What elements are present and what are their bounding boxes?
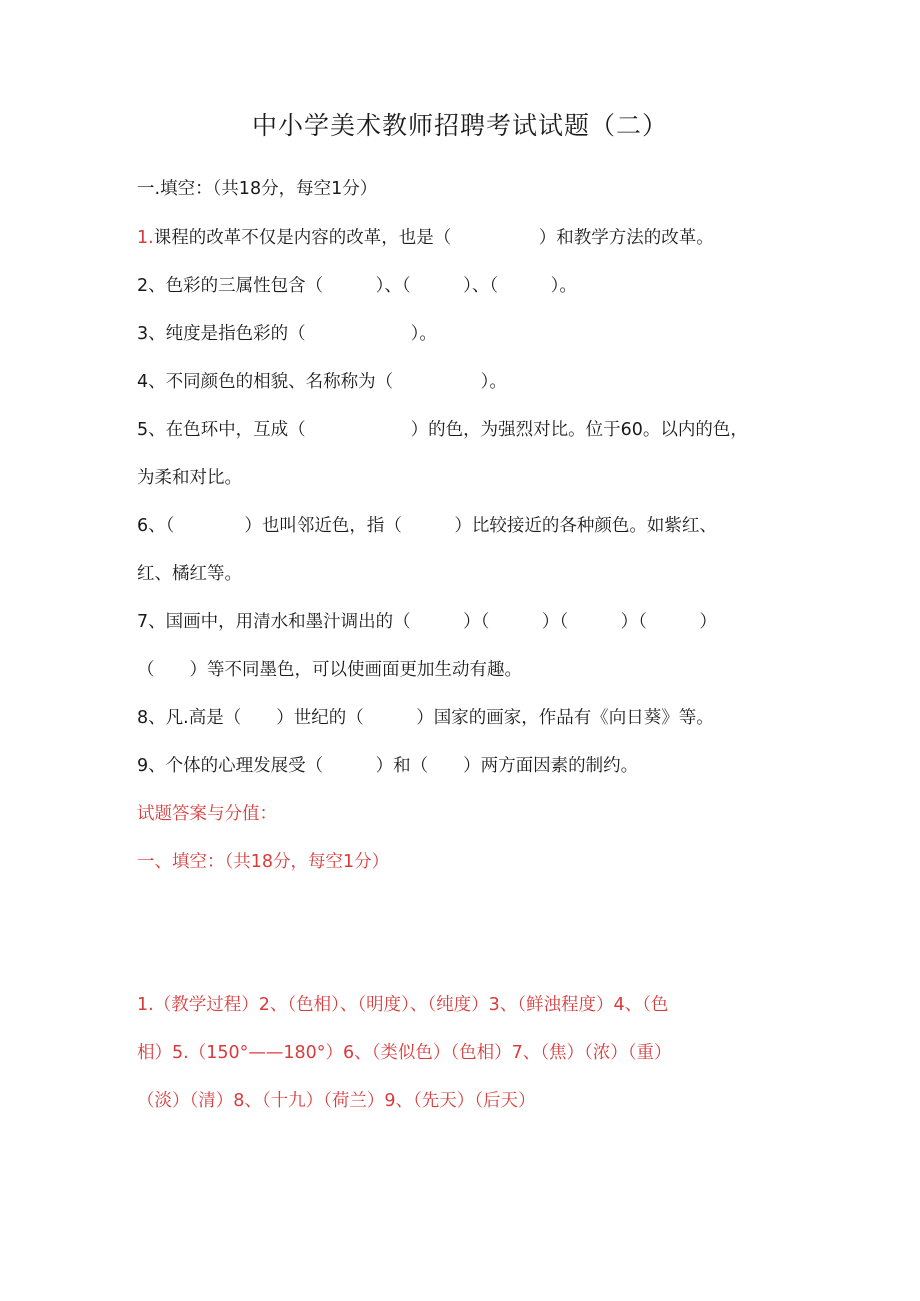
question-7-line-1: 7、国画中，用清水和墨汁调出的（ ）（ ）（ ）（ ） bbox=[137, 612, 717, 632]
question-6-line-2: 红、橘红等。 bbox=[137, 564, 242, 584]
question-4: 4、不同颜色的相貌、名称称为（ ）。 bbox=[137, 372, 507, 392]
answers-line-1: 1.（教学过程）2、（色相）、（明度）、（纯度）3、（鲜浊程度）4、（色 bbox=[137, 995, 669, 1015]
page-title: 中小学美术教师招聘考试试题（二） bbox=[251, 111, 668, 140]
question-3: 3、纯度是指色彩的（ ）。 bbox=[137, 324, 437, 344]
question-7-line-2: （ ）等不同墨色，可以使画面更加生动有趣。 bbox=[137, 660, 522, 680]
question-6-line-1: 6、（ ）也叫邻近色，指（ ）比较接近的各种颜色。如紫红、 bbox=[137, 516, 717, 536]
question-1 bbox=[137, 226, 714, 250]
answers-section-heading: 一、填空：（共18分，每空1分） bbox=[137, 852, 390, 872]
question-5-line-1: 5、在色环中，互成（ ）的色，为强烈对比。位于60。以内的色， bbox=[137, 420, 748, 440]
answers-heading: 试题答案与分值： bbox=[137, 804, 277, 824]
section-heading-fill-blank: 一.填空：（共18分，每空1分） bbox=[137, 179, 378, 199]
question-2: 2、色彩的三属性包含（ ）、（ ）、（ ）。 bbox=[137, 276, 577, 296]
answers-line-3: （淡）（清）8、（十九）（荷兰）9、（先天）（后天） bbox=[137, 1091, 536, 1111]
question-9: 9、个体的心理发展受（ ）和（ ）两方面因素的制约。 bbox=[137, 756, 639, 776]
question-8: 8、凡.高是（ ）世纪的（ ）国家的画家，作品有《向日葵》等。 bbox=[137, 708, 714, 728]
question-5-line-2: 为柔和对比。 bbox=[137, 468, 242, 488]
question-1-number: 1. bbox=[137, 228, 154, 248]
answers-line-2: 相）5.（150°——180°）6、（类似色）（色相）7、（焦）（浓）（重） bbox=[137, 1043, 672, 1063]
question-1-text: 课程的改革不仅是内容的改革，也是（ ）和教学方法的改革。 bbox=[153, 228, 714, 248]
